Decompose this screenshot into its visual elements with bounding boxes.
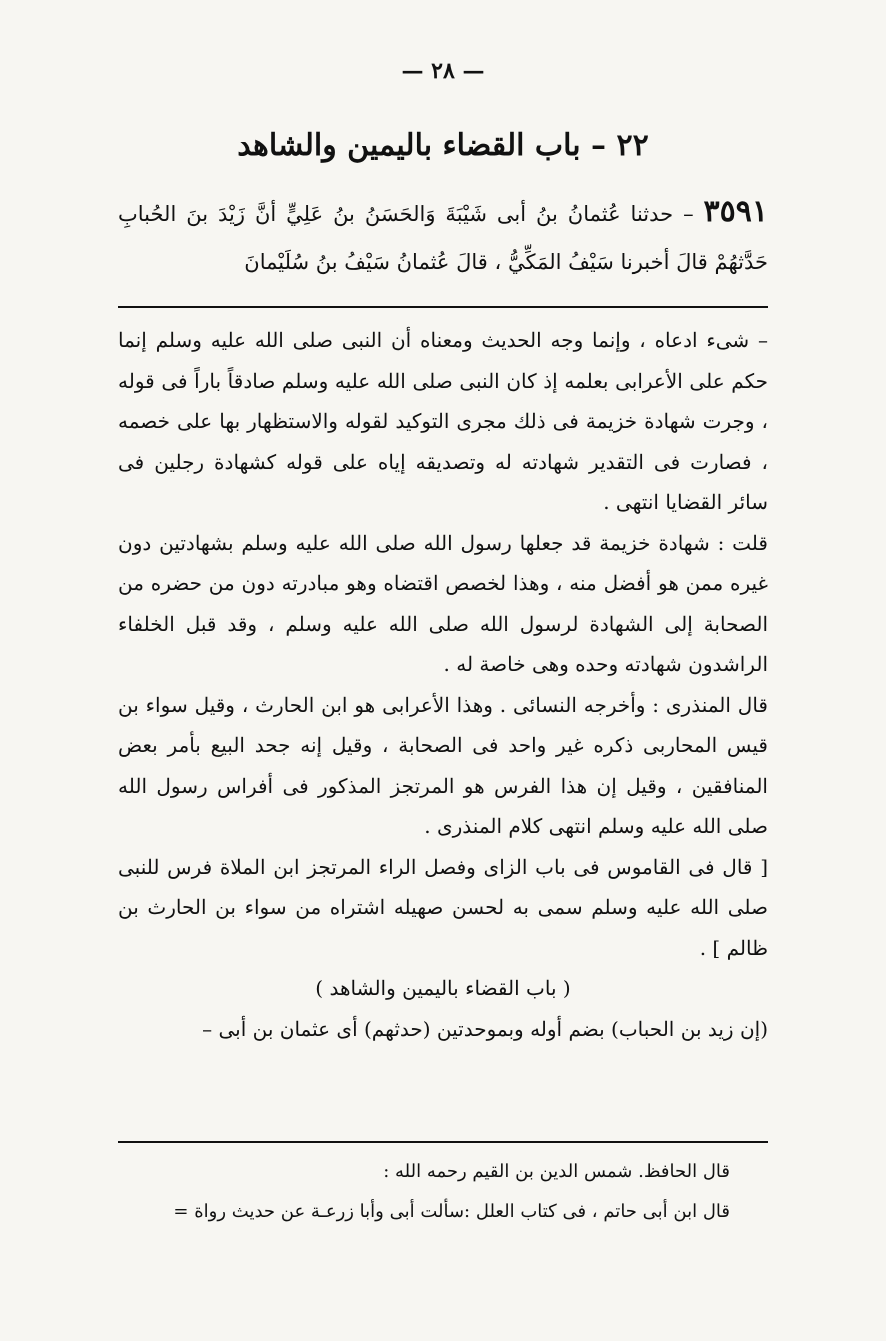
hadith-number: ٣٥٩١ bbox=[703, 194, 768, 229]
commentary-block bbox=[118, 320, 768, 1049]
chapter-title: ٢٢ – باب القضاء باليمين والشاهد bbox=[237, 128, 649, 163]
footnote-line: قال الحافظ. شمس الدين بن القيم رحمه الله : bbox=[383, 1161, 730, 1182]
commentary-paragraph: – شىء ادعاه ، وإنما وجه الحديث ومعناه أن النبى صلى الله عليه وسلم إنما حكم على الأعرابى بعلمه إذ كان النبى صلى الله عليه وسلم صادقاً باراً فى قوله ، وجرت شهادة خزيمة فى ذلك مجرى التوكيد لقوله والاستظهار بها على خصمه ، فصارت فى التقدير شهادته له وتصديقه إياه على قوله كشهادة رجلين فى سائر القضايا انتهى . bbox=[118, 328, 768, 514]
commentary-heading: ( باب القضاء باليمين والشاهد ) bbox=[315, 976, 571, 1000]
commentary-paragraph: قلت : شهادة خزيمة قد جعلها رسول الله صلى الله عليه وسلم بشهادتين دون غيره ممن هو أفضل منه ، وهذا لخصص اقتضاه وهو مبادرته دون من حضره من الصحابة إلى الشهادة لرسول الله صلى الله عليه وسلم ، وقد قبل الخلفاء الراشدون شهادته وحده وهى خاصة له . bbox=[118, 530, 768, 676]
divider-top bbox=[118, 306, 768, 308]
footnote-block bbox=[130, 1152, 730, 1232]
commentary-paragraph: قال المنذرى : وأخرجه النسائى . وهذا الأعرابى هو ابن الحارث ، وقيل سواء بن قيس المحاربى ذكره غير واحد فى الصحابة ، وقيل إنه جحد البيع بأمر بعض المنافقين ، وقيل إن هذا الفرس هو المرتجز المذكور فى أفراس رسول الله صلى الله عليه وسلم انتهى كلام المنذرى . bbox=[118, 692, 768, 838]
hadith-text: – حدثنا عُثمانُ بنُ أبى شَيْبَةَ وَالحَسَنُ بنُ عَلِيٍّ أنَّ زَيْدَ بنَ الحُبابِ حَدَّثهُمْ قالَ أخبرنا سَيْفُ المَكِّيُّ ، قالَ عُثمانُ سَيْفُ بنُ سُلَيْمانَ bbox=[118, 202, 768, 274]
hadith-text-block bbox=[118, 188, 768, 286]
commentary-paragraph: (إن زيد بن الحباب) بضم أوله وبموحدتين (حدثهم) أى عثمان بن أبى – bbox=[202, 1016, 768, 1041]
page-number: — ٢٨ — bbox=[401, 58, 485, 84]
footnote-line: قال ابن أبى حاتم ، فى كتاب العلل :سألت أبى وأبا زرعـة عن حديث رواة = bbox=[173, 1201, 730, 1222]
divider-footnote bbox=[118, 1141, 768, 1143]
commentary-paragraph: [ قال فى القاموس فى باب الزاى وفصل الراء المرتجز ابن الملاة فرس للنبى صلى الله عليه وسلم سمى به لحسن صهيله اشتراه من سواء بن الحارث بن ظالم ] . bbox=[118, 854, 768, 960]
